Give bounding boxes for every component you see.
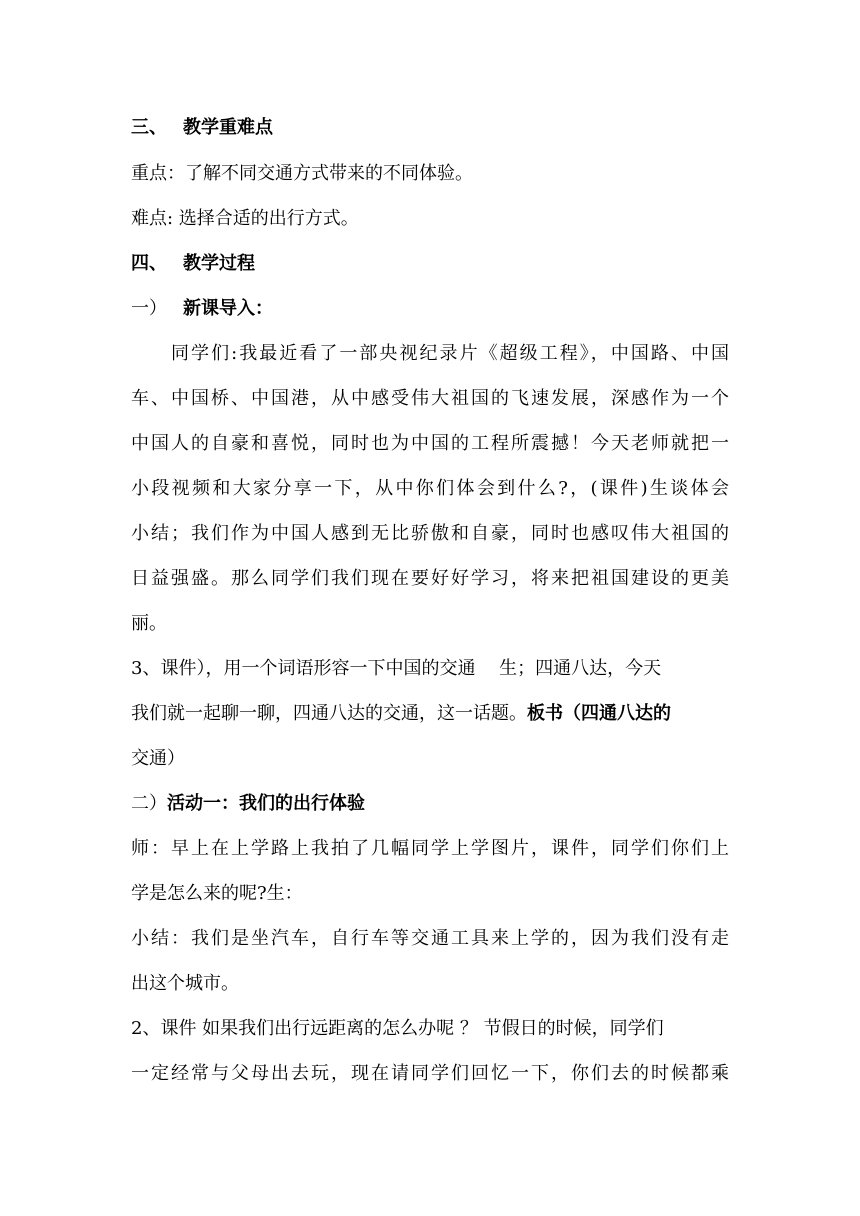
paragraph-3-line: 交通） <box>131 748 185 769</box>
teacher-line: 学是怎么来的呢?生： <box>131 883 303 904</box>
teacher-line: 师：早上在上学路上我拍了几幅同学上学图片，课件，同学们你们上 <box>131 838 729 859</box>
summary-line: 出这个城市。 <box>131 973 239 994</box>
paragraph-2-line: 2、课件 如果我们出行远距离的怎么办呢 ？ 节假日的时候，同学们 <box>131 1018 664 1039</box>
section-number: 三、 <box>131 117 167 138</box>
intro-line: 小结；我们作为中国人感到无比骄傲和自豪，同时也感叹伟大祖国的 <box>131 523 729 544</box>
focus-line: 重点：了解不同交通方式带来的不同体验。 <box>131 163 473 184</box>
section-title: 教学过程 <box>183 253 255 274</box>
subsection-number: 一） <box>131 298 167 319</box>
intro-line: 丽。 <box>131 613 167 634</box>
difficulty-line: 难点: 选择合适的出行方式。 <box>131 208 359 229</box>
paragraph-3-line <box>131 702 731 726</box>
paragraph-3-text: 我们就一起聊一聊，四通八达的交通，这一话题。 <box>131 703 527 724</box>
subsection-title: 新课导入： <box>183 298 273 319</box>
paragraph-3-line: 3、课件），用一个词语形容一下中国的交通 生；四通八达，今天 <box>131 658 662 679</box>
intro-line: 小段视频和大家分享一下，从中你们体会到什么?，(课件)生谈体会 <box>131 478 729 499</box>
subsection-title: 活动一：我们的出行体验 <box>167 793 365 814</box>
blackboard-note: 板书（四通八达的 <box>527 703 671 724</box>
section-heading-4 <box>131 252 731 276</box>
intro-line: 中国人的自豪和喜悦，同时也为中国的工程所震撼！今天老师就把一 <box>131 433 729 454</box>
intro-line: 日益强盛。那么同学们我们现在要好好学习，将来把祖国建设的更美 <box>131 568 729 589</box>
intro-line: 车、中国桥、中国港，从中感受伟大祖国的飞速发展，深感作为一个 <box>131 388 729 409</box>
summary-line: 小结：我们是坐汽车，自行车等交通工具来上学的，因为我们没有走 <box>131 928 729 949</box>
subsection-heading-2 <box>131 792 731 816</box>
paragraph-2-line: 一定经常与父母出去玩，现在请同学们回忆一下，你们去的时候都乘 <box>131 1063 729 1084</box>
subsection-heading-1 <box>131 297 731 321</box>
section-title: 教学重难点 <box>183 117 273 138</box>
subsection-number: 二） <box>131 793 167 814</box>
section-heading-3 <box>131 116 731 140</box>
intro-line: 同学们:我最近看了一部央视纪录片《超级工程》，中国路、中国 <box>171 343 729 364</box>
section-number: 四、 <box>131 253 167 274</box>
